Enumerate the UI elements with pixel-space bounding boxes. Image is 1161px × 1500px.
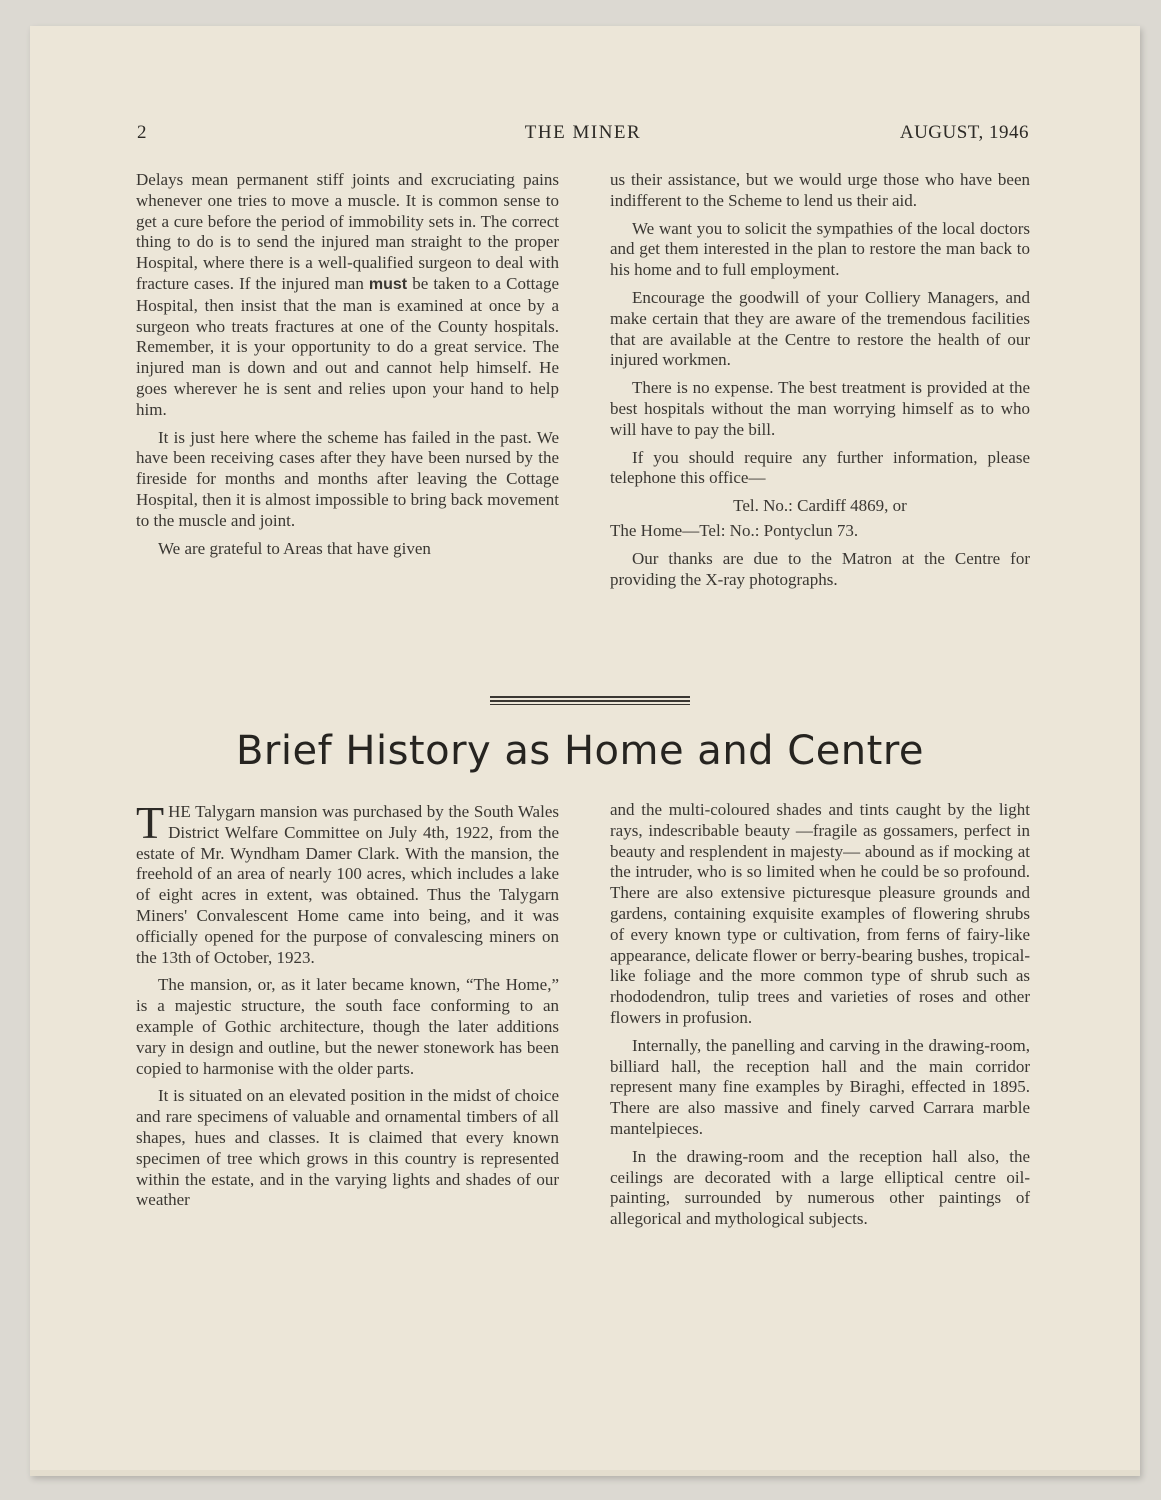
- paragraph: Encourage the goodwill of your Colliery Managers, and make certain that they are aware of the tremendous facilities that are available at the Centre to restore the health of our injured workmen.: [610, 287, 1030, 370]
- page-number: 2: [137, 122, 147, 143]
- telephone-line: Tel. No.: Cardiff 4869, or: [733, 496, 907, 516]
- paragraph: We want you to solicit the sympathies of the local doctors and get them interested in the plan to restore the man back to his home and to full employment.: [610, 218, 1030, 280]
- telephone-line: The Home—Tel: No.: Pontyclun 73.: [610, 520, 859, 540]
- paragraph: [136, 797, 559, 968]
- paragraph: It is just here where the scheme has failed in the past. We have been receiving cases after they have been nursed by the fireside for months and months after leaving the Cottage Hospital, then it is almost impossible to bring back movement to the muscle and joint.: [136, 427, 559, 530]
- paragraph: It is situated on an elevated position in the midst of choice and rare specimens of valuable and ornamental timbers of all shapes, hues and classes. It is claimed that every known specimen of tree which grows in this country is represented within the estate, and in the varying lights and shades of our weather: [136, 1086, 559, 1210]
- section-divider: [490, 696, 690, 706]
- paragraph: There is no expense. The best treatment is provided at the best hospitals without the man worrying himself as to who will have to pay the bill.: [610, 378, 1030, 439]
- emphasis-text: must: [368, 275, 408, 293]
- paragraph: If you should require any further information, please telephone this office—: [610, 447, 1030, 488]
- paragraph-text: Delays mean permanent stiff joints and excruciating pains whenever one tries to move a muscle. It is common sense to get a cure before the period of immobility sets in. The correct thing to do is to send the injured man straight to the proper Hospital, where there is a well-qualified surgeon to deal with fracture cases. If the injured man: [136, 170, 559, 293]
- paragraph: [136, 170, 559, 421]
- drop-cap: T: [136, 797, 165, 848]
- paragraph: We are grateful to Areas that have given: [158, 538, 431, 558]
- top-left-column: [136, 170, 559, 566]
- paragraph: Our thanks are due to the Matron at the Centre for providing the X-ray photographs.: [610, 548, 1030, 589]
- paragraph: In the drawing-room and the reception hall also, the ceilings are decorated with a large elliptical centre oil-painting, surrounded by numerous other paintings of allegorical and mythological subjects.: [610, 1146, 1030, 1229]
- paragraph: us their assistance, but we would urge those who have been indifferent to the Scheme to lend us their aid.: [610, 170, 1030, 210]
- article-headline: Brief History as Home and Centre: [235, 728, 925, 774]
- page-header: [137, 122, 1029, 146]
- article-right-column: [610, 800, 1030, 1237]
- paragraph: and the multi-coloured shades and tints caught by the light rays, indescribable beauty —fragile as gossamers, perfect in beauty and resplendent in majesty— abound as if mocking at the intruder, who is so limited when he could be so profound. There are also extensive picturesque pleasure grounds and gardens, containing exquisite examples of flowering shrubs of every known type or cultivation, from ferns of fairy-like appearance, delicate flower or berry-bearing bushes, tropical-like foliage and the more common type of shrub such as rhododendron, tulip trees and varieties of roses and other flowers in profusion.: [610, 800, 1030, 1027]
- paragraph-text: HE Talygarn mansion was purchased by the South Wales District Welfare Committee on July 4th, 1922, from the estate of Mr. Wyndham Damer Clark. With the mansion, the freehold of an area of nearly 100 acres, which includes a lake of eight acres in extent, was obtained. Thus the Talygarn Miners' Convalescent Home came into being, and it was officially opened for the purpose of convalescing miners on the 13th of October, 1923.: [136, 802, 559, 967]
- publication-title: THE MINER: [524, 122, 642, 143]
- top-right-column: [610, 170, 1030, 597]
- issue-date: AUGUST, 1946: [899, 122, 1029, 143]
- paragraph: The mansion, or, as it later became known, “The Home,” is a majestic structure, the south face conforming to an example of Gothic architecture, though the later additions vary in design and outline, but the newer stonework has been copied to harmonise with the older parts.: [136, 975, 559, 1078]
- paragraph-text: be taken to a Cottage Hospital, then insist that the man is examined at once by a surgeon who treats fractures at one of the County hospitals. Remember, it is your opportunity to do a great service. The injured man is down and out and cannot help himself. He goes wherever he is sent and relies upon your hand to help him.: [136, 273, 560, 419]
- paragraph: Internally, the panelling and carving in the drawing-room, billiard hall, the reception hall and the main corridor represent many fine examples by Biraghi, effected in 1895. There are also massive and finely carved Carrara marble mantelpieces.: [610, 1035, 1030, 1138]
- article-left-column: [136, 797, 559, 1218]
